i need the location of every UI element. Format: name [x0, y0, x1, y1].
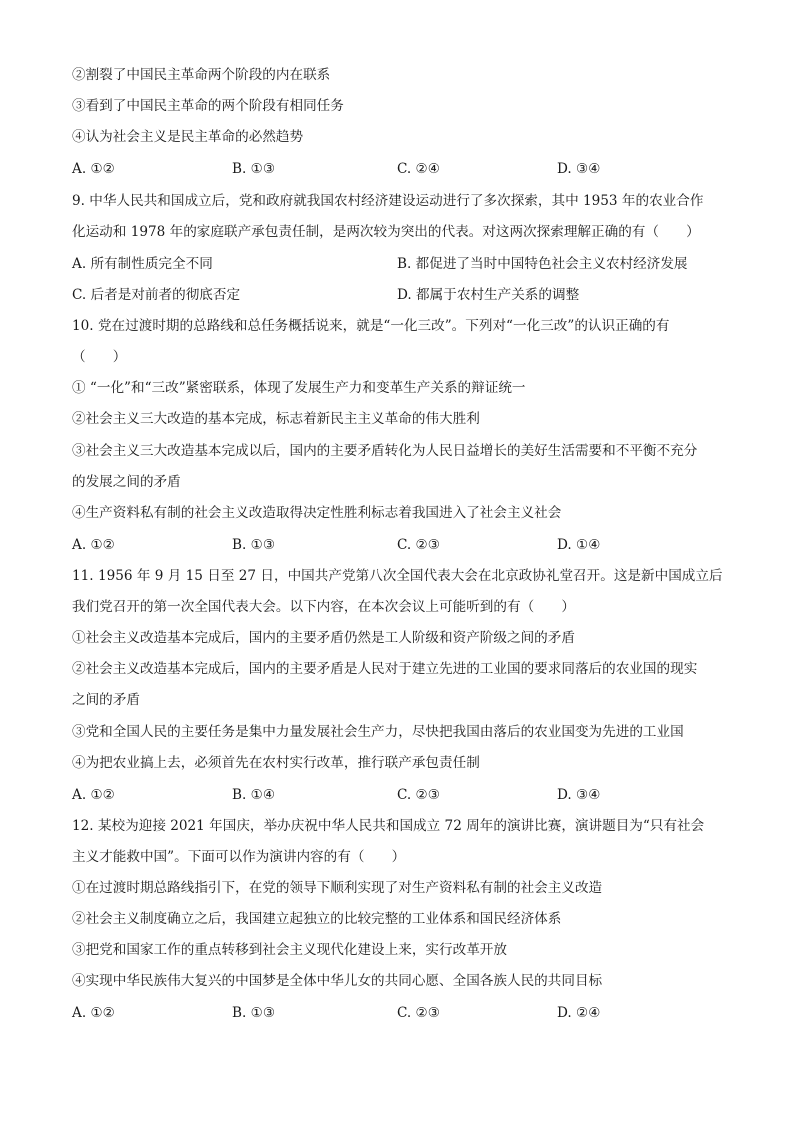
q12-options — [72, 1003, 722, 1023]
q10-stem-line-1: 10. 党在过渡时期的总路线和总任务概括说来，就是“一化三改”。下列对“一化三改”的认识正确的有 — [72, 318, 670, 334]
q12-item-2: ②社会主义制度确立之后，我国建立起独立的比较完整的工业体系和国民经济体系 — [72, 911, 562, 927]
q10-option-b[interactable]: B. ①③ — [232, 537, 276, 553]
q11-option-c[interactable]: C. ②③ — [397, 787, 440, 803]
q11-item-1: ①社会主义改造基本完成后，国内的主要矛盾仍然是工人阶级和资产阶级之间的矛盾 — [72, 630, 575, 646]
q9-option-c[interactable]: C. 后者是对前者的彻底否定 — [72, 287, 241, 303]
q8-option-b[interactable]: B. ①③ — [232, 161, 276, 177]
q10-stem-line-2: （ ） — [72, 349, 127, 365]
q8-item-3: ③看到了中国民主革命的两个阶段有相同任务 — [72, 98, 344, 114]
q9-stem-line-1: 9. 中华人民共和国成立后，党和政府就我国农村经济建设运动进行了多次探索，其中 1953 年的农业合作 — [72, 193, 704, 209]
q9-option-d[interactable]: D. 都属于农村生产关系的调整 — [397, 287, 580, 303]
q8-options — [72, 159, 722, 179]
q10-option-c[interactable]: C. ②③ — [397, 537, 440, 553]
q8-option-a[interactable]: A. ①② — [72, 161, 115, 177]
q9-option-b[interactable]: B. 都促进了当时中国特色社会主义农村经济发展 — [397, 256, 688, 272]
q8-option-c[interactable]: C. ②④ — [397, 161, 440, 177]
q11-options — [72, 785, 722, 805]
q8-option-d[interactable]: D. ③④ — [557, 161, 601, 177]
q10-item-3: ③社会主义三大改造基本完成以后，国内的主要矛盾转化为人民日益增长的美好生活需要和不平衡不充分 — [72, 443, 698, 459]
q8-item-2: ②割裂了中国民主革命两个阶段的内在联系 — [72, 67, 331, 83]
q11-item-2-cont: 之间的矛盾 — [72, 692, 140, 708]
q10-item-2: ②社会主义三大改造的基本完成，标志着新民主主义革命的伟大胜利 — [72, 411, 480, 427]
q10-options — [72, 535, 722, 555]
q12-option-d[interactable]: D. ②④ — [557, 1005, 601, 1021]
q9-options-row-2 — [72, 285, 722, 305]
q12-item-3: ③把党和国家工作的重点转移到社会主义现代化建设上来，实行改革开放 — [72, 942, 507, 958]
q10-item-1: ① “一化”和“三改”紧密联系，体现了发展生产力和变革生产关系的辩证统一 — [72, 380, 526, 396]
q10-option-a[interactable]: A. ①② — [72, 537, 115, 553]
q9-stem-line-2: 化运动和 1978 年的家庭联产承包责任制，是两次较为突出的代表。对这两次探索理解正确的有（ ） — [72, 224, 700, 240]
q12-stem-line-1: 12. 某校为迎接 2021 年国庆，举办庆祝中华人民共和国成立 72 周年的演讲比赛，演讲题目为“只有社会 — [72, 818, 705, 834]
q10-option-d[interactable]: D. ①④ — [557, 537, 601, 553]
q11-stem-line-1: 11. 1956 年 9 月 15 日至 27 日，中国共产党第八次全国代表大会在北京政协礼堂召开。这是新中国成立后 — [72, 568, 723, 584]
q11-option-b[interactable]: B. ①④ — [232, 787, 276, 803]
q12-item-4: ④实现中华民族伟大复兴的中国梦是全体中华儿女的共同心愿、全国各族人民的共同目标 — [72, 973, 603, 989]
q9-option-a[interactable]: A. 所有制性质完全不同 — [72, 256, 213, 272]
q8-item-4: ④认为社会主义是民主革命的必然趋势 — [72, 129, 304, 145]
q11-item-3: ③党和全国人民的主要任务是集中力量发展社会生产力，尽快把我国由落后的农业国变为先进的工业国 — [72, 724, 684, 740]
q9-options-row-1 — [72, 254, 722, 274]
q10-item-3-cont: 的发展之间的矛盾 — [72, 474, 181, 490]
q12-stem-line-2: 主义才能救中国”。下面可以作为演讲内容的有（ ） — [72, 849, 406, 865]
q11-option-a[interactable]: A. ①② — [72, 787, 115, 803]
q12-item-1: ①在过渡时期总路线指引下，在党的领导下顺利实现了对生产资料私有制的社会主义改造 — [72, 880, 603, 896]
q11-item-2: ②社会主义改造基本完成后，国内的主要矛盾是人民对于建立先进的工业国的要求同落后的农业国的现实 — [72, 661, 698, 677]
q12-option-a[interactable]: A. ①② — [72, 1005, 115, 1021]
q11-stem-line-2: 我们党召开的第一次全国代表大会。以下内容，在本次会议上可能听到的有（ ） — [72, 599, 575, 615]
q12-option-b[interactable]: B. ①③ — [232, 1005, 276, 1021]
q12-option-c[interactable]: C. ②③ — [397, 1005, 440, 1021]
q10-item-4: ④生产资料私有制的社会主义改造取得决定性胜利标志着我国进入了社会主义社会 — [72, 505, 562, 521]
q11-option-d[interactable]: D. ③④ — [557, 787, 601, 803]
q11-item-4: ④为把农业搞上去，必须首先在农村实行改革，推行联产承包责任制 — [72, 755, 480, 771]
